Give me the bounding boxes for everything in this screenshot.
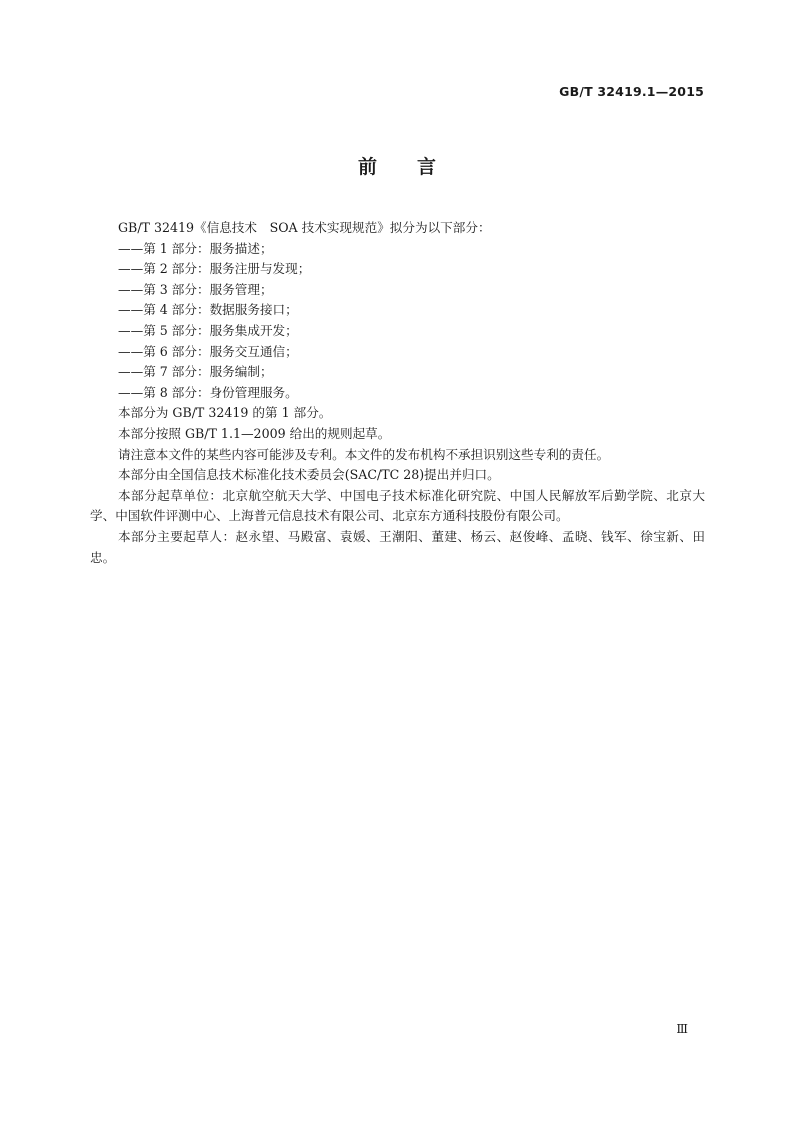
page-title: 前言 xyxy=(357,156,476,178)
list-item-part-6: ——第 6 部分：服务交互通信； xyxy=(118,343,298,359)
list-item-part-8: ——第 8 部分：身份管理服务。 xyxy=(118,384,298,400)
list-item-part-5: ——第 5 部分：服务集成开发； xyxy=(118,322,298,338)
page-number: Ⅲ xyxy=(676,1022,688,1036)
list-item-part-4: ——第 4 部分：数据服务接口； xyxy=(118,302,298,318)
paragraph-part-statement: 本部分为 GB/T 32419 的第 1 部分。 xyxy=(118,405,332,421)
paragraph-drafting-units: 本部分起草单位：北京航空航天大学、中国电子技术标准化研究院、中国人民解放军后勤学院、北京大学、中国软件评测中心、上海普元信息技术有限公司、北京东方通科技股份有限公司。 xyxy=(90,487,705,524)
list-item-part-3: ——第 3 部分：服务管理； xyxy=(118,281,273,297)
foreword-body xyxy=(90,218,705,568)
list-item-part-1: ——第 1 部分：服务描述； xyxy=(118,240,273,256)
paragraph-proposer: 本部分由全国信息技术标准化技术委员会(SAC/TC 28)提出并归口。 xyxy=(118,467,500,483)
paragraph-intro: GB/T 32419《信息技术 SOA 技术实现规范》拟分为以下部分： xyxy=(118,220,491,235)
paragraph-drafting-rules: 本部分按照 GB/T 1.1—2009 给出的规则起草。 xyxy=(118,425,391,441)
list-item-part-7: ——第 7 部分：服务编制； xyxy=(118,364,273,380)
paragraph-patent-notice: 请注意本文件的某些内容可能涉及专利。本文件的发布机构不承担识别这些专利的责任。 xyxy=(118,446,610,462)
paragraph-drafters: 本部分主要起草人：赵永望、马殿富、袁媛、王潮阳、董建、杨云、赵俊峰、孟晓、钱军、徐宝新、田忠。 xyxy=(90,528,705,565)
standard-code: GB/T 32419.1—2015 xyxy=(559,84,704,99)
list-item-part-2: ——第 2 部分：服务注册与发现； xyxy=(118,261,311,277)
